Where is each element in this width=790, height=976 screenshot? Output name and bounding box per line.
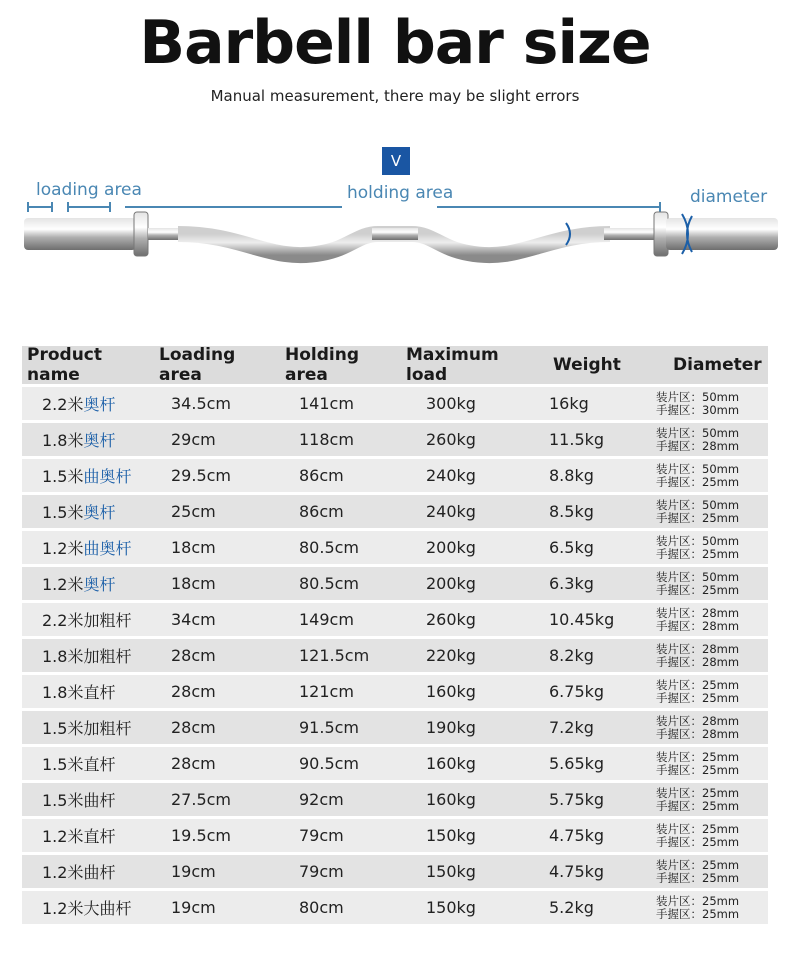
product-name: 1.5米曲杆 xyxy=(42,791,116,810)
diameter: 装片区：28mm 手握区：28mm xyxy=(656,713,740,741)
maximum-load: 150kg xyxy=(426,862,476,881)
loading-area: 19cm xyxy=(171,898,216,917)
product-name: 1.5米奥杆 xyxy=(42,503,116,522)
table-row xyxy=(22,639,768,672)
holding-area: 80.5cm xyxy=(299,574,360,593)
holding-area: 141cm xyxy=(299,394,354,413)
holding-area: 79cm xyxy=(299,862,344,881)
table-header xyxy=(22,346,768,384)
diameter: 装片区：50mm 手握区：28mm xyxy=(656,425,740,453)
loading-area: 28cm xyxy=(171,718,216,737)
weight: 8.8kg xyxy=(549,466,594,485)
weight: 5.65kg xyxy=(549,754,605,773)
loading-area: 18cm xyxy=(171,538,216,557)
weight: 4.75kg xyxy=(549,862,605,881)
product-name: 1.8米加粗杆 xyxy=(42,647,132,666)
maximum-load: 160kg xyxy=(426,754,476,773)
maximum-load: 190kg xyxy=(426,718,476,737)
product-name: 1.8米直杆 xyxy=(42,683,116,702)
table-row xyxy=(22,567,768,600)
loading-area: 29cm xyxy=(171,430,216,449)
table-row xyxy=(22,387,768,420)
diameter: 装片区：50mm 手握区：25mm xyxy=(656,569,740,597)
product-name: 2.2米奥杆 xyxy=(42,395,116,414)
holding-area: 118cm xyxy=(299,430,354,449)
product-name: 1.2米曲杆 xyxy=(42,863,116,882)
weight: 5.75kg xyxy=(549,790,605,809)
left-sleeve xyxy=(24,218,136,250)
holding-area: 92cm xyxy=(299,790,344,809)
loading-area: 19cm xyxy=(171,862,216,881)
chevron-down-icon: V xyxy=(382,147,410,175)
loading-area: 27.5cm xyxy=(171,790,232,809)
maximum-load: 220kg xyxy=(426,646,476,665)
page-subtitle: Manual measurement, there may be slight errors xyxy=(210,87,580,105)
maximum-load: 160kg xyxy=(426,682,476,701)
holding-area: 86cm xyxy=(299,466,344,485)
table-row xyxy=(22,855,768,888)
right-sleeve xyxy=(666,218,778,250)
weight: 10.45kg xyxy=(549,610,615,629)
weight: 6.75kg xyxy=(549,682,605,701)
loading-area: 28cm xyxy=(171,754,216,773)
maximum-load: 200kg xyxy=(426,538,476,557)
product-name: 1.5米直杆 xyxy=(42,755,116,774)
holding-area: 79cm xyxy=(299,826,344,845)
diameter: 装片区：50mm 手握区：25mm xyxy=(656,497,740,525)
loading-area-label: loading area xyxy=(36,180,142,200)
holding-area: 90.5cm xyxy=(299,754,360,773)
holding-area: 86cm xyxy=(299,502,344,521)
weight: 6.5kg xyxy=(549,538,594,557)
table-row xyxy=(22,711,768,744)
diameter: 装片区：25mm 手握区：25mm xyxy=(656,893,740,921)
table-row xyxy=(22,783,768,816)
loading-area: 19.5cm xyxy=(171,826,232,845)
diameter: 装片区：50mm 手握区：25mm xyxy=(656,533,740,561)
product-name: 1.8米奥杆 xyxy=(42,431,116,450)
product-name: 1.2米大曲杆 xyxy=(42,899,132,918)
maximum-load: 200kg xyxy=(426,574,476,593)
diameter: 装片区：25mm 手握区：25mm xyxy=(656,821,740,849)
weight: 8.5kg xyxy=(549,502,594,521)
maximum-load: 150kg xyxy=(426,898,476,917)
holding-area: 91.5cm xyxy=(299,718,360,737)
weight: 7.2kg xyxy=(549,718,594,737)
diameter-label: diameter xyxy=(690,187,768,207)
weight: 8.2kg xyxy=(549,646,594,665)
holding-area-label: holding area xyxy=(347,183,454,203)
page-title: Barbell bar size xyxy=(139,8,651,78)
holding-area: 121cm xyxy=(299,682,354,701)
maximum-load: 300kg xyxy=(426,394,476,413)
product-name: 1.2米曲奥杆 xyxy=(42,539,132,558)
header-loading-area: Loading area xyxy=(159,345,236,385)
table-row xyxy=(22,675,768,708)
diameter: 装片区：28mm 手握区：28mm xyxy=(656,641,740,669)
diameter: 装片区：50mm 手握区：30mm xyxy=(656,389,740,417)
table-row xyxy=(22,495,768,528)
header-maximum-load: Maximum load xyxy=(406,345,499,385)
loading-area: 28cm xyxy=(171,646,216,665)
maximum-load: 160kg xyxy=(426,790,476,809)
loading-area: 29.5cm xyxy=(171,466,232,485)
loading-area: 18cm xyxy=(171,574,216,593)
holding-area: 121.5cm xyxy=(299,646,370,665)
product-name: 2.2米加粗杆 xyxy=(42,611,132,630)
product-name: 1.5米曲奥杆 xyxy=(42,467,132,486)
table-row xyxy=(22,891,768,924)
barbell-size-table xyxy=(22,346,768,924)
holding-area: 80.5cm xyxy=(299,538,360,557)
product-name: 1.2米直杆 xyxy=(42,827,116,846)
maximum-load: 240kg xyxy=(426,502,476,521)
header-weight: Weight xyxy=(553,355,621,375)
left-collar xyxy=(134,212,148,256)
weight: 11.5kg xyxy=(549,430,605,449)
diameter: 装片区：25mm 手握区：25mm xyxy=(656,857,740,885)
barbell-diagram xyxy=(0,190,790,270)
table-row xyxy=(22,819,768,852)
table-row xyxy=(22,459,768,492)
dimension-lines xyxy=(28,202,660,212)
diameter: 装片区：25mm 手握区：25mm xyxy=(656,677,740,705)
weight: 6.3kg xyxy=(549,574,594,593)
header-holding-area: Holding area xyxy=(285,345,360,385)
loading-area: 28cm xyxy=(171,682,216,701)
diameter: 装片区：28mm 手握区：28mm xyxy=(656,605,740,633)
maximum-load: 240kg xyxy=(426,466,476,485)
table-row xyxy=(22,747,768,780)
product-name: 1.2米奥杆 xyxy=(42,575,116,594)
table-row xyxy=(22,531,768,564)
weight: 5.2kg xyxy=(549,898,594,917)
maximum-load: 260kg xyxy=(426,610,476,629)
right-collar xyxy=(654,212,668,256)
maximum-load: 150kg xyxy=(426,826,476,845)
weight: 4.75kg xyxy=(549,826,605,845)
table-row xyxy=(22,423,768,456)
diameter: 装片区：25mm 手握区：25mm xyxy=(656,749,740,777)
diameter: 装片区：25mm 手握区：25mm xyxy=(656,785,740,813)
header-diameter: Diameter xyxy=(673,355,762,375)
weight: 16kg xyxy=(549,394,589,413)
loading-area: 34.5cm xyxy=(171,394,232,413)
loading-area: 25cm xyxy=(171,502,216,521)
table-row xyxy=(22,603,768,636)
holding-area: 80cm xyxy=(299,898,344,917)
maximum-load: 260kg xyxy=(426,430,476,449)
diameter: 装片区：50mm 手握区：25mm xyxy=(656,461,740,489)
loading-area: 34cm xyxy=(171,610,216,629)
product-name: 1.5米加粗杆 xyxy=(42,719,132,738)
holding-area: 149cm xyxy=(299,610,354,629)
header-product-name: Product name xyxy=(27,345,102,385)
